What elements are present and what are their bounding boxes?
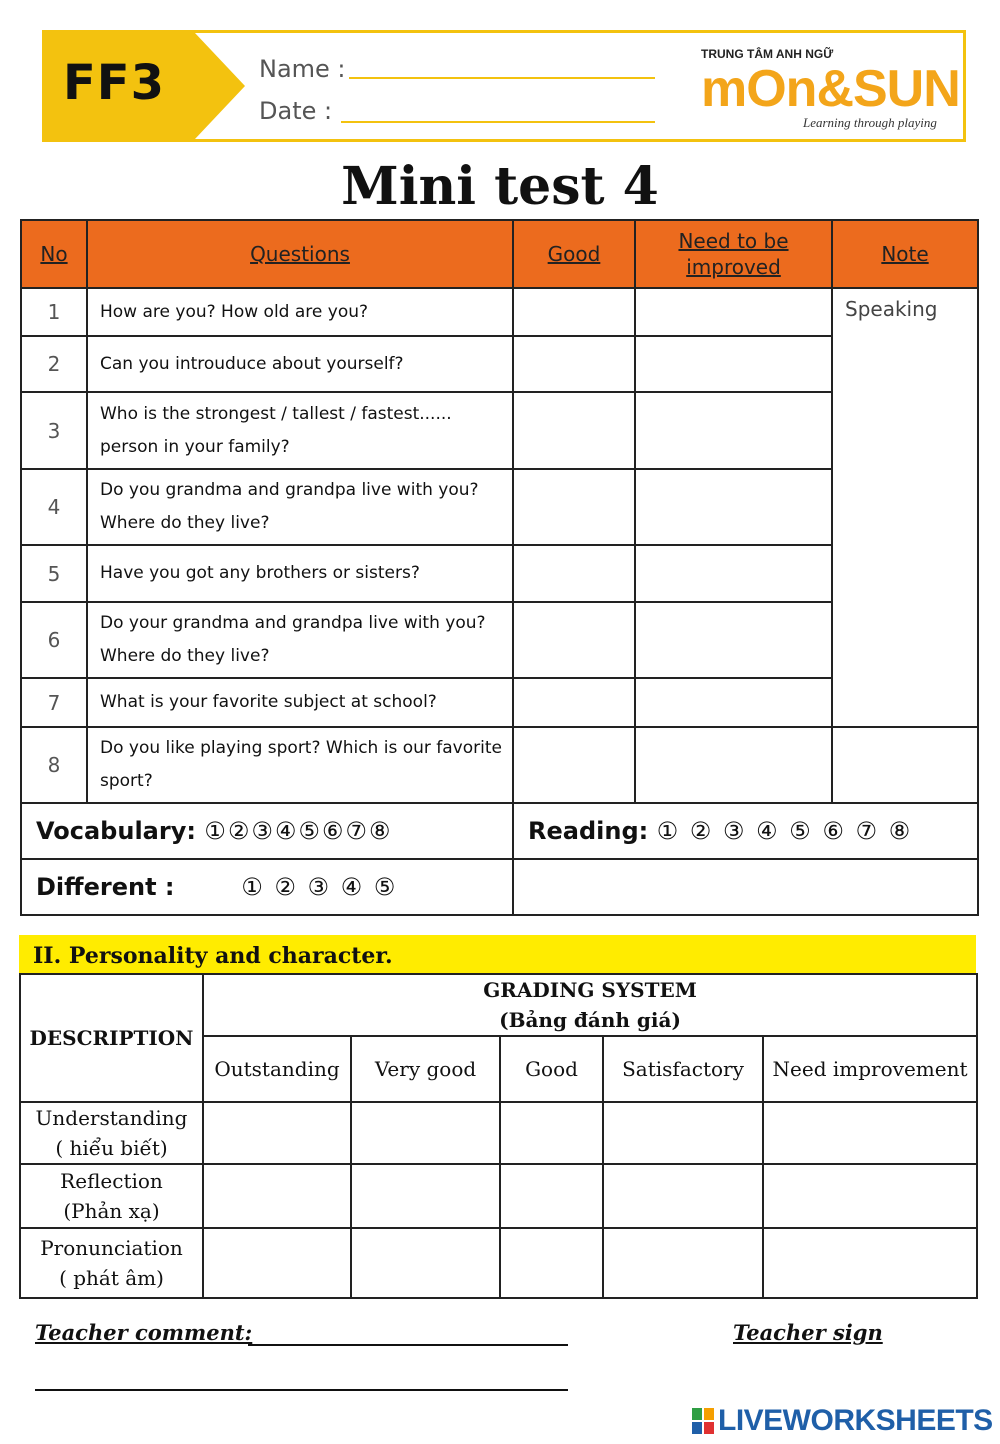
grade-cell[interactable] <box>603 1102 763 1164</box>
good-check-cell[interactable] <box>513 336 635 392</box>
row-number: 2 <box>21 336 87 392</box>
different-empty-cell[interactable] <box>513 859 978 915</box>
page-title: Mini test 4 <box>341 156 659 217</box>
teacher-comment-line-1[interactable] <box>248 1344 568 1346</box>
grade-cell[interactable] <box>500 1228 603 1298</box>
grade-cell[interactable] <box>603 1164 763 1228</box>
logo-brand: mOn&SUN <box>701 60 960 118</box>
grade-cell[interactable] <box>351 1102 500 1164</box>
question-text: How are you? How old are you? <box>87 288 513 336</box>
row-number: 4 <box>21 469 87 545</box>
header-note: Note <box>832 220 978 288</box>
good-check-cell[interactable] <box>513 392 635 469</box>
need-check-cell[interactable] <box>635 727 832 803</box>
question-text: Do your grandma and grandpa live with you? Where do they live? <box>87 602 513 678</box>
need-check-cell[interactable] <box>635 469 832 545</box>
grade-cell[interactable] <box>203 1164 351 1228</box>
name-label: Name : <box>259 55 346 83</box>
level-label: FF3 <box>63 55 165 111</box>
grade-cell[interactable] <box>351 1228 500 1298</box>
row-number: 7 <box>21 678 87 727</box>
grade-cell[interactable] <box>763 1228 977 1298</box>
grading-title: GRADING SYSTEM <box>483 978 697 1002</box>
vocab-reading-row <box>21 803 978 859</box>
grade-outstanding: Outstanding <box>203 1036 351 1102</box>
criteria-vi: ( phát âm) <box>59 1266 164 1290</box>
criteria-row <box>20 1228 977 1298</box>
header-need-improved: Need to be improved <box>635 220 832 288</box>
different-row <box>21 859 978 915</box>
header-no: No <box>21 220 87 288</box>
good-check-cell[interactable] <box>513 602 635 678</box>
different-cell <box>21 859 513 915</box>
question-text: Who is the strongest / tallest / fastest...... person in your family? <box>87 392 513 469</box>
logo-top-text: TRUNG TÂM ANH NGỮ <box>701 47 834 61</box>
grade-cell[interactable] <box>603 1228 763 1298</box>
grading-header-row <box>20 974 977 1036</box>
name-field[interactable] <box>349 77 655 79</box>
need-check-cell[interactable] <box>635 602 832 678</box>
grade-good: Good <box>500 1036 603 1102</box>
teacher-comment-label: Teacher comment: <box>35 1320 253 1345</box>
date-field[interactable] <box>341 121 655 123</box>
good-check-cell[interactable] <box>513 727 635 803</box>
grade-cell[interactable] <box>203 1228 351 1298</box>
teacher-sign-label: Teacher sign <box>733 1320 883 1345</box>
grade-cell[interactable] <box>500 1164 603 1228</box>
criteria-understanding <box>20 1102 203 1164</box>
vocabulary-marks[interactable]: ①②③④⑤⑥⑦⑧ <box>204 817 393 845</box>
row-number: 3 <box>21 392 87 469</box>
row-number: 8 <box>21 727 87 803</box>
criteria-en: Pronunciation <box>40 1236 183 1260</box>
reading-cell <box>513 803 978 859</box>
row-number: 6 <box>21 602 87 678</box>
criteria-vi: ( hiểu biết) <box>55 1136 168 1160</box>
section-2-banner <box>19 935 976 973</box>
grade-cell[interactable] <box>203 1102 351 1164</box>
grade-cell[interactable] <box>763 1164 977 1228</box>
grade-need-improvement: Need improvement <box>763 1036 977 1102</box>
different-marks[interactable]: ① ② ③ ④ ⑤ <box>241 873 398 901</box>
grade-cell[interactable] <box>500 1102 603 1164</box>
criteria-reflection <box>20 1164 203 1228</box>
reading-label: Reading: <box>528 817 649 845</box>
criteria-en: Reflection <box>60 1169 163 1193</box>
grading-table <box>19 973 978 1299</box>
question-text: Have you got any brothers or sisters? <box>87 545 513 602</box>
header-banner <box>42 30 966 142</box>
grade-cell[interactable] <box>763 1102 977 1164</box>
header-questions: Questions <box>87 220 513 288</box>
grading-subtitle: (Bảng đánh giá) <box>499 1008 681 1032</box>
liveworksheets-icon <box>692 1408 714 1434</box>
note-cell: Speaking <box>832 288 978 727</box>
grade-cell[interactable] <box>351 1164 500 1228</box>
watermark-text: LIVEWORKSHEETS <box>718 1404 993 1437</box>
question-text: Can you introuduce about yourself? <box>87 336 513 392</box>
teacher-comment-line-2[interactable] <box>35 1389 568 1391</box>
table-header-row <box>21 220 978 288</box>
section-2-title: II. Personality and character. <box>33 943 393 969</box>
description-header: DESCRIPTION <box>20 974 203 1102</box>
logo-tagline: Learning through playing <box>803 115 937 130</box>
good-check-cell[interactable] <box>513 288 635 336</box>
grading-system-header <box>203 974 977 1036</box>
vocabulary-cell <box>21 803 513 859</box>
grade-satisfactory: Satisfactory <box>603 1036 763 1102</box>
row-number: 5 <box>21 545 87 602</box>
row-number: 1 <box>21 288 87 336</box>
good-check-cell[interactable] <box>513 545 635 602</box>
mon-sun-logo <box>699 43 960 135</box>
question-text: What is your favorite subject at school? <box>87 678 513 727</box>
criteria-row <box>20 1102 977 1164</box>
need-check-cell[interactable] <box>635 392 832 469</box>
question-text: Do you like playing sport? Which is our favorite sport? <box>87 727 513 803</box>
criteria-pronunciation <box>20 1228 203 1298</box>
need-check-cell[interactable] <box>635 288 832 336</box>
good-check-cell[interactable] <box>513 469 635 545</box>
table-row <box>21 288 978 336</box>
questions-table <box>20 219 979 916</box>
different-label: Different : <box>36 873 175 901</box>
need-check-cell[interactable] <box>635 678 832 727</box>
good-check-cell[interactable] <box>513 678 635 727</box>
criteria-vi: (Phản xạ) <box>63 1199 160 1223</box>
level-badge <box>45 33 245 139</box>
table-row <box>21 727 978 803</box>
vocabulary-label: Vocabulary: <box>36 817 196 845</box>
note-empty-cell[interactable] <box>832 727 978 803</box>
header-good: Good <box>513 220 635 288</box>
question-text: Do you grandma and grandpa live with you? Where do they live? <box>87 469 513 545</box>
need-check-cell[interactable] <box>635 336 832 392</box>
grade-very-good: Very good <box>351 1036 500 1102</box>
criteria-en: Understanding <box>35 1106 188 1130</box>
date-label: Date : <box>259 97 333 125</box>
reading-marks[interactable]: ① ② ③ ④ ⑤ ⑥ ⑦ ⑧ <box>656 817 913 845</box>
criteria-row <box>20 1164 977 1228</box>
need-check-cell[interactable] <box>635 545 832 602</box>
